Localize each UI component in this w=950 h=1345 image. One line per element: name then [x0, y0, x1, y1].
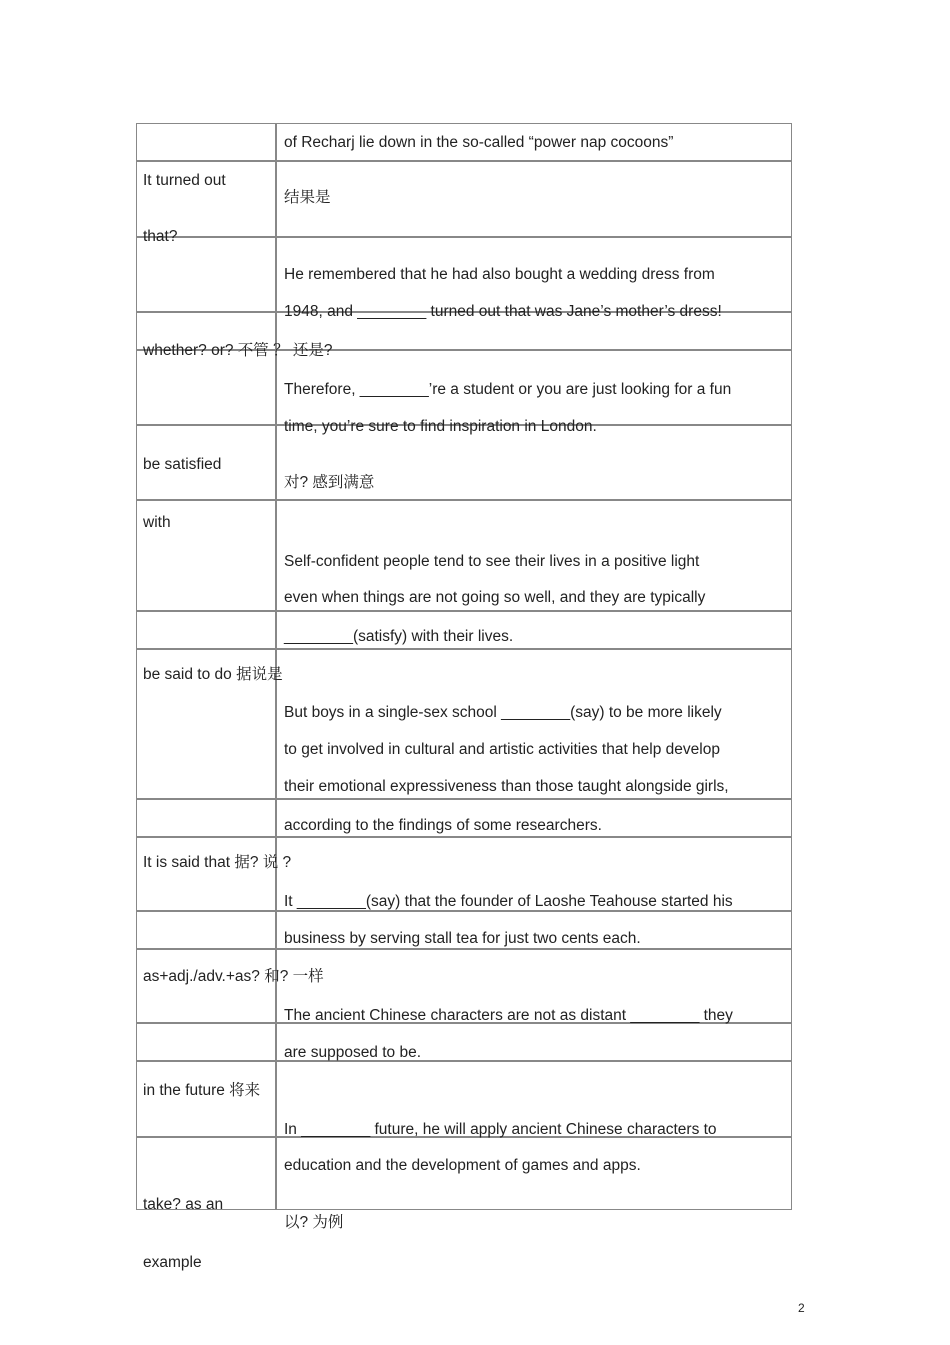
row-divider	[136, 836, 792, 838]
meaning-text: 结果是	[284, 189, 331, 206]
example-line: their emotional expressiveness than those taught alongside girls,	[284, 778, 729, 795]
page-number: 2	[798, 1301, 805, 1315]
example-line: education and the development of games and apps.	[284, 1157, 641, 1174]
phrase-take-as-example-cont: example	[143, 1254, 202, 1271]
example-line: of Recharj lie down in the so-called “power nap cocoons”	[284, 134, 674, 151]
phrase-take-as-example: take? as an	[143, 1196, 224, 1213]
example-line: But boys in a single-sex school ________(say) to be more likely	[284, 704, 722, 721]
meaning-text: 对? 感到满意	[284, 474, 375, 491]
phrase-be-said-to-do: be said to do 据说是	[143, 666, 283, 683]
phrase-be-satisfied-cont: with	[143, 514, 171, 531]
row-divider	[136, 1060, 792, 1062]
example-line: business by serving stall tea for just two cents each.	[284, 930, 641, 947]
phrase-in-the-future: in the future 将来	[143, 1082, 261, 1099]
example-line: Therefore, ________’re a student or you are just looking for a fun	[284, 381, 732, 398]
example-line: Self-confident people tend to see their lives in a positive light	[284, 553, 700, 570]
phrase-it-turned-out-cont: that?	[143, 228, 178, 245]
row-divider	[136, 798, 792, 800]
row-divider	[136, 648, 792, 650]
example-line: according to the findings of some researchers.	[284, 817, 602, 834]
example-line: time, you’re sure to find inspiration in London.	[284, 418, 597, 435]
row-divider	[136, 499, 792, 501]
example-line: to get involved in cultural and artistic activities that help develop	[284, 741, 720, 758]
phrase-it-turned-out: It turned out	[143, 172, 226, 189]
example-line: He remembered that he had also bought a wedding dress from	[284, 266, 715, 283]
example-line: The ancient Chinese characters are not as distant ________ they	[284, 1007, 733, 1024]
row-divider	[136, 236, 792, 238]
row-divider	[136, 610, 792, 612]
phrase-it-is-said: It is said that 据? 说 ?	[143, 854, 292, 871]
example-line: It ________(say) that the founder of Laoshe Teahouse started his	[284, 893, 733, 910]
example-line: even when things are not going so well, and they are typically	[284, 589, 706, 606]
example-line: ________(satisfy) with their lives.	[284, 628, 514, 645]
row-divider	[136, 160, 792, 162]
phrase-be-satisfied: be satisfied	[143, 456, 222, 473]
phrase-as-adj-as: as+adj./adv.+as? 和? 一样	[143, 968, 324, 985]
example-line: In ________ future, he will apply ancient Chinese characters to	[284, 1121, 717, 1138]
phrase-whether-or: whether? or? 不管 ？ 还是?	[143, 342, 333, 359]
example-line: are supposed to be.	[284, 1044, 422, 1061]
example-line: 1948, and ________ turned out that was Jane’s mother’s dress!	[284, 303, 722, 320]
meaning-text: 以? 为例	[284, 1214, 344, 1231]
